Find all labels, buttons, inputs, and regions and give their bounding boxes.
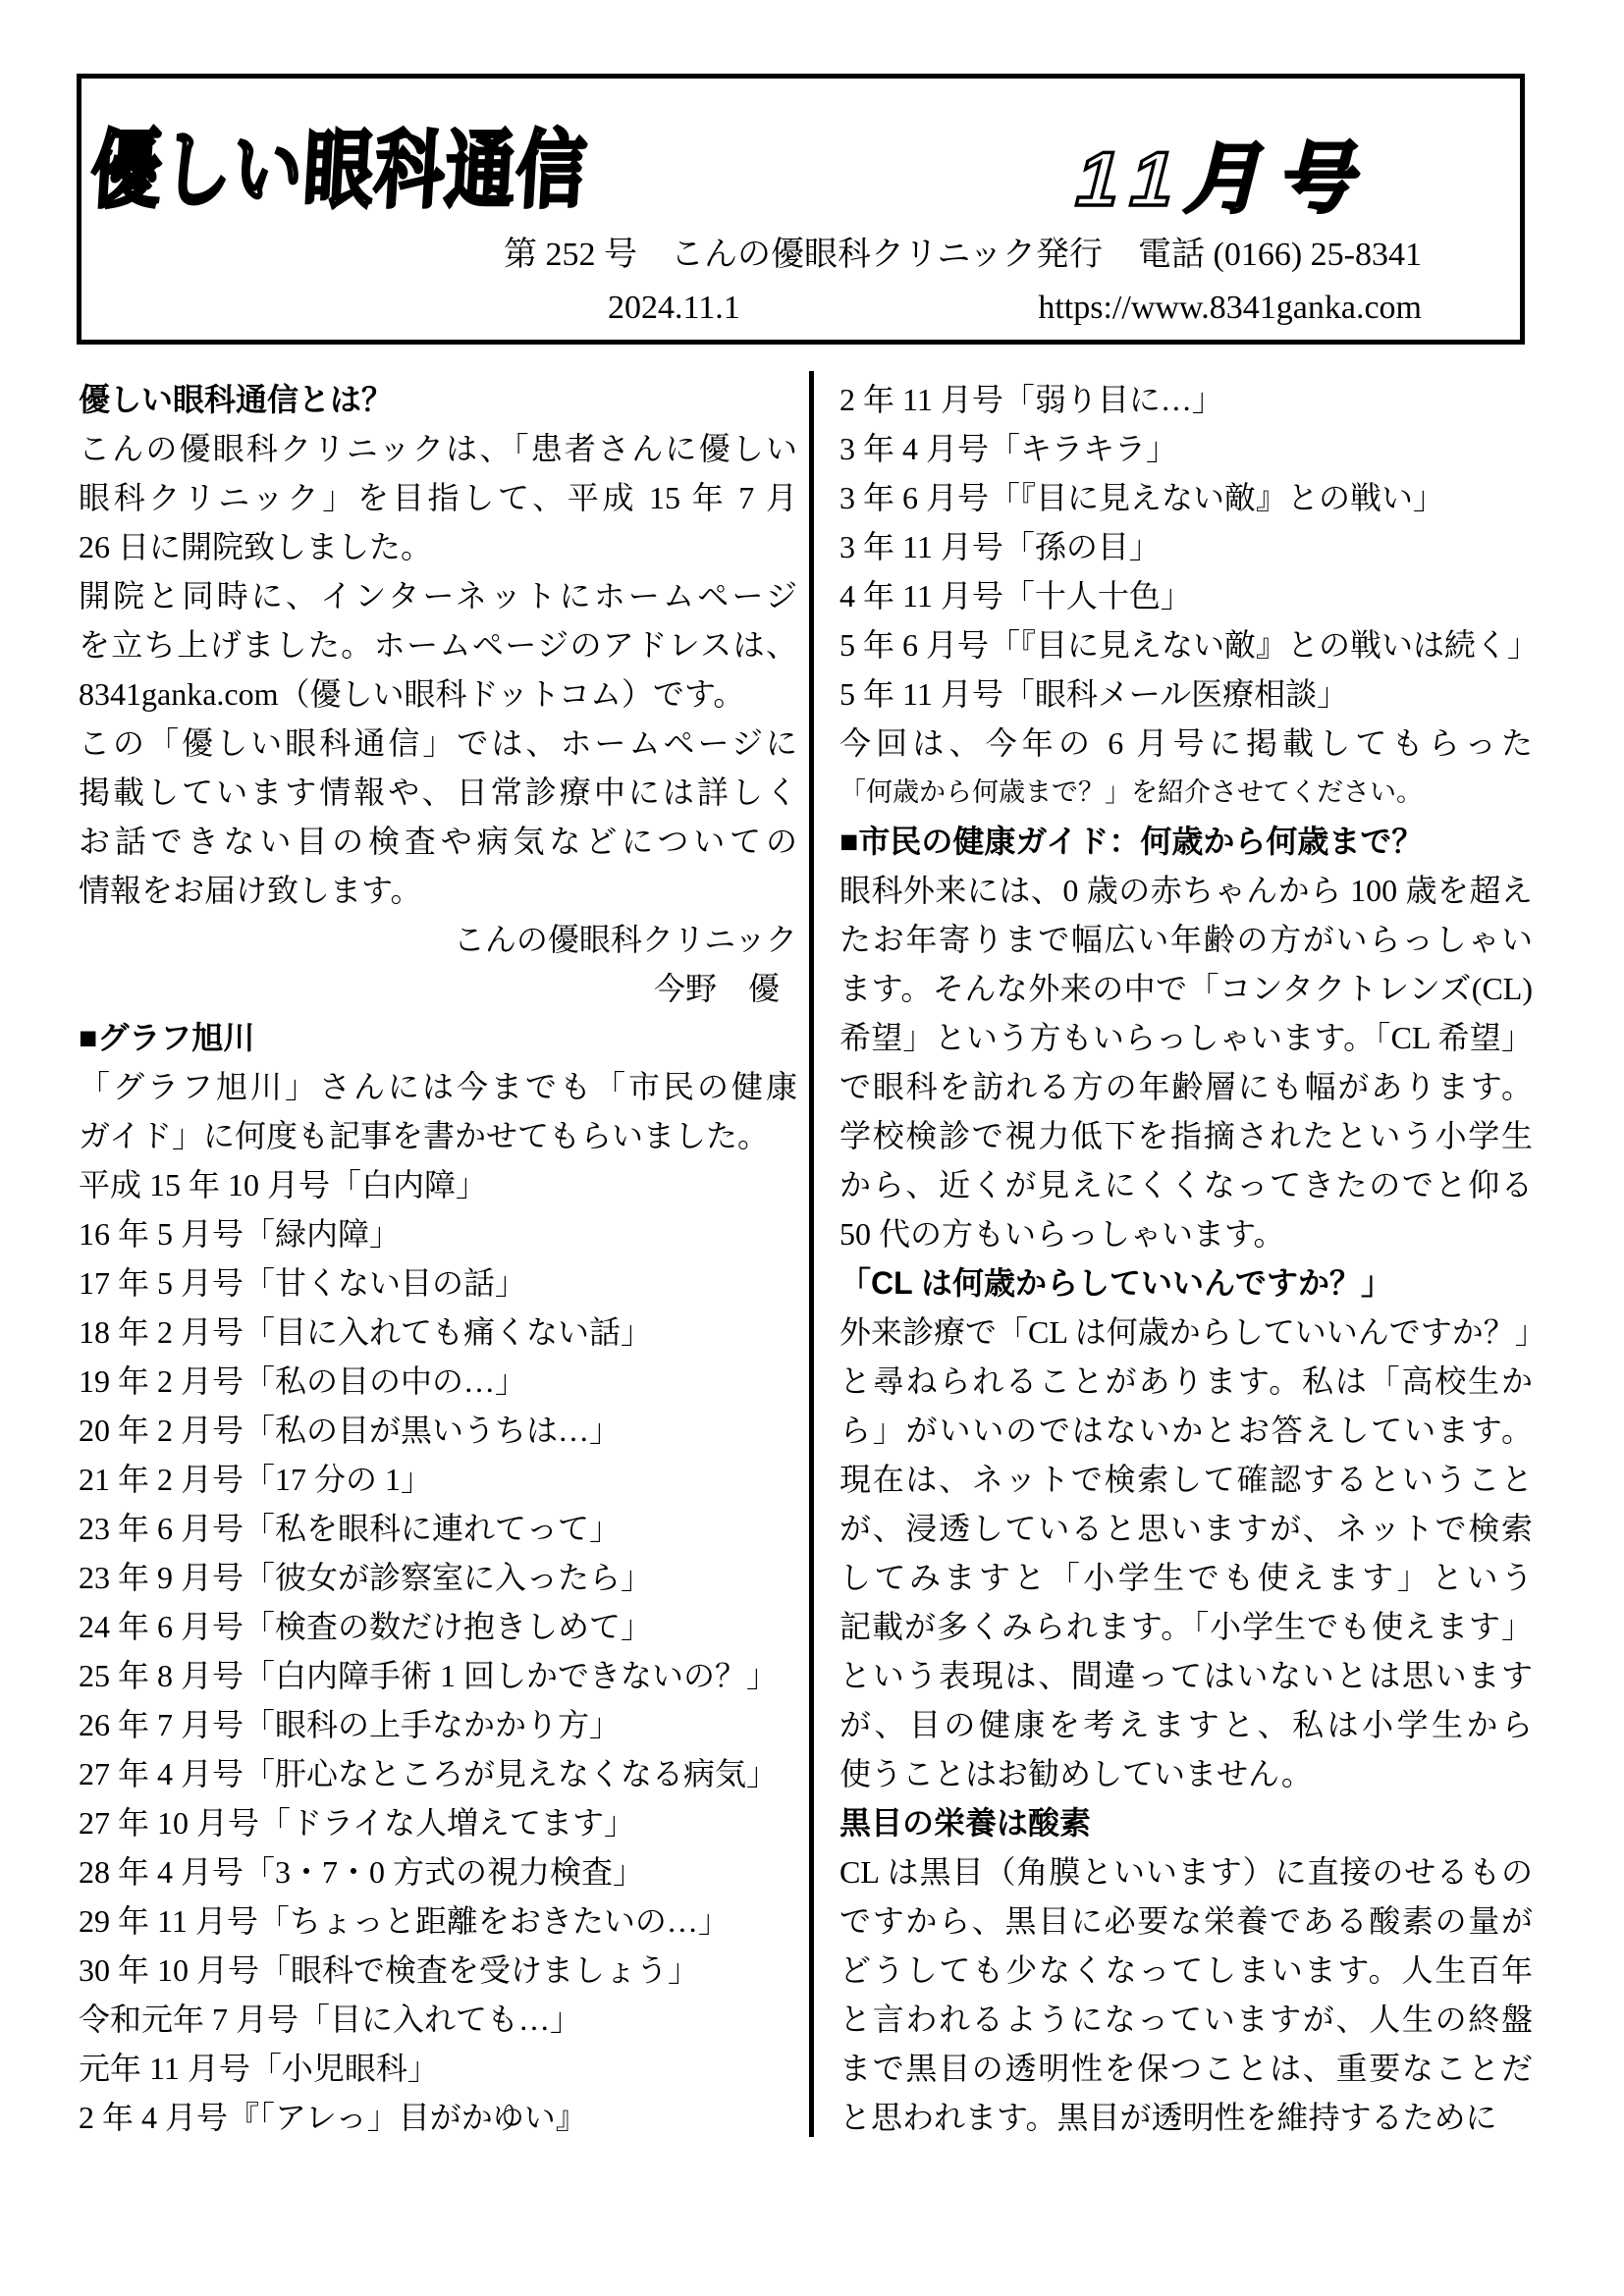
text-line: 20 年 2 月号「私の目が黒いうちは…」 bbox=[79, 1413, 622, 1448]
section-heading-graph-asahikawa: ■グラフ旭川 bbox=[79, 1020, 255, 1055]
text-line: 元年 11 月号「小児眼科」 bbox=[79, 2051, 439, 2086]
about-paragraph-2 bbox=[79, 571, 797, 719]
text-line: 外来診療で「CL は何歳からしていいんですか？」 bbox=[839, 1314, 1546, 1350]
text-line: 17 年 5 月号「甘くない目の話」 bbox=[79, 1265, 527, 1301]
guide-intro-line-2: 「何歳から何歳まで？」を紹介させてください。 bbox=[839, 777, 1423, 807]
text-line: 眼科クリニック」を目指して、平成 15 年 7 月 bbox=[79, 480, 797, 515]
text-line: こんの優眼科クリニックは、「患者さんに優しい bbox=[79, 431, 797, 466]
graph-intro bbox=[79, 1062, 797, 1160]
text-line: 記載が多くみられます。「小学生でも使えます」 bbox=[839, 1609, 1533, 1644]
text-line: 27 年 4 月号「肝心なところが見えなくなる病気」 bbox=[79, 1756, 779, 1791]
header-info-row-1 bbox=[504, 234, 1422, 277]
column-divider bbox=[809, 371, 814, 2137]
text-line: 24 年 6 月号「検査の数だけ抱きしめて」 bbox=[79, 1609, 653, 1644]
text-line: 使うことはお勧めしていません。 bbox=[839, 1756, 1313, 1791]
section-heading-about: 優しい眼科通信とは？ bbox=[79, 382, 394, 417]
text-line: まで黒目の透明性を保つことは、重要なことだ bbox=[839, 2051, 1533, 2086]
text-line: 2 年 4 月号『「アレっ」目がかゆい』 bbox=[79, 2100, 587, 2135]
text-line: 16 年 5 月号「緑内障」 bbox=[79, 1216, 402, 1252]
section-heading-health-guide: ■市民の健康ガイド：何歳から何歳まで？ bbox=[839, 824, 1424, 859]
about-paragraph-3 bbox=[79, 719, 797, 915]
text-line: と思われます。黒目が透明性を維持するために bbox=[839, 2100, 1497, 2135]
text-line: 18 年 2 月号「目に入れても痛くない話」 bbox=[79, 1314, 653, 1350]
text-line: 19 年 2 月号「私の目の中の…」 bbox=[79, 1363, 527, 1399]
header-info-row-2 bbox=[608, 287, 1422, 330]
text-line: どうしても少なくなってしまいます。人生百年 bbox=[839, 1952, 1533, 1988]
right-column bbox=[839, 375, 1546, 2142]
text-line: を立ち上げました。ホームページのアドレスは、 bbox=[79, 627, 797, 663]
text-line: という表現は、間違ってはいないとは思います bbox=[839, 1658, 1533, 1693]
signature-clinic: こんの優眼科クリニック bbox=[453, 922, 797, 957]
text-line: 26 年 7 月号「眼科の上手なかかり方」 bbox=[79, 1707, 622, 1742]
website-url: https://www.8341ganka.com bbox=[1038, 290, 1422, 326]
phone-number: 電話 (0166) 25-8341 bbox=[1138, 237, 1422, 273]
text-line: が、浸透していると思いますが、ネットで検索 bbox=[839, 1511, 1533, 1546]
text-line: 29 年 11 月号「ちょっと距離をおきたいの…」 bbox=[79, 1903, 730, 1939]
header-box bbox=[77, 74, 1525, 345]
text-line: と言われるようになっていますが、人生の終盤 bbox=[839, 2002, 1533, 2037]
left-column bbox=[79, 375, 797, 2142]
text-line: お話できない目の検査や病気などについての bbox=[79, 824, 797, 859]
text-line: たお年寄りまで幅広い年齢の方がいらっしゃい bbox=[839, 922, 1533, 957]
text-line: ら」がいいのではないかとお答えしています。 bbox=[839, 1413, 1533, 1448]
text-line: 平成 15 年 10 月号「白内障」 bbox=[79, 1167, 488, 1202]
text-line: 3 年 11 月号「孫の目」 bbox=[839, 529, 1161, 564]
text-line: 「グラフ旭川」さんには今までも「市民の健康 bbox=[79, 1069, 797, 1104]
text-line: 3 年 4 月号「キラキラ」 bbox=[839, 431, 1178, 466]
about-paragraph-1 bbox=[79, 424, 797, 571]
issue-month-label: 11月号 bbox=[1066, 135, 1385, 222]
text-line: 21 年 2 月号「17 分の 1」 bbox=[79, 1462, 433, 1497]
text-line: が、目の健康を考えますと、私は小学生から bbox=[839, 1707, 1533, 1742]
text-line: 5 年 6 月号「『目に見えない敵』との戦いは続く」 bbox=[839, 627, 1540, 663]
cl-age-paragraph bbox=[839, 1308, 1546, 1798]
guide-intro-line-1: 今回は、今年の 6 月号に掲載してもらった bbox=[839, 725, 1533, 761]
section-heading-cl-age: 「CL は何歳からしていいんですか？」 bbox=[839, 1265, 1392, 1301]
text-line: 30 年 10 月号「眼科で検査を受けましょう」 bbox=[79, 1952, 700, 1988]
article-list-left bbox=[79, 1160, 797, 2142]
text-line: 開院と同時に、インターネットにホームページ bbox=[79, 578, 797, 614]
text-line: 25 年 8 月号「白内障手術 1 回しかできないの？」 bbox=[79, 1658, 779, 1693]
newsletter-title: 優しい眼科通信 bbox=[88, 124, 590, 218]
text-line: 50 代の方もいらっしゃいます。 bbox=[839, 1216, 1285, 1252]
text-line: 27 年 10 月号「ドライな人増えてます」 bbox=[79, 1805, 636, 1841]
text-line: 学校検診で視力低下を指摘されたという小学生 bbox=[839, 1118, 1533, 1153]
text-line: 掲載しています情報や、日常診療中には詳しく bbox=[79, 774, 797, 810]
article-list-right bbox=[839, 375, 1540, 719]
text-line: 情報をお届け致します。 bbox=[79, 873, 422, 908]
text-line: 眼科外来には、0 歳の赤ちゃんから 100 歳を超え bbox=[839, 873, 1533, 908]
health-guide-paragraph bbox=[839, 866, 1533, 1258]
text-line: 希望」という方もいらっしゃいます。「CL 希望」 bbox=[839, 1020, 1533, 1055]
text-line: 8341ganka.com（優しい眼科ドットコム）です。 bbox=[79, 676, 745, 712]
text-line: ですから、黒目に必要な栄養である酸素の量が bbox=[839, 1903, 1533, 1939]
text-line: から、近くが見えにくくなってきたのでと仰る bbox=[839, 1167, 1533, 1202]
text-line: 23 年 6 月号「私を眼科に連れてって」 bbox=[79, 1511, 622, 1546]
text-line: 26 日に開院致しました。 bbox=[79, 529, 433, 564]
text-line: CL は黒目（角膜といいます）に直接のせるもの bbox=[839, 1854, 1533, 1890]
issue-number-publisher: 第 252 号 こんの優眼科クリニック発行 bbox=[504, 237, 1103, 273]
text-line: ます。そんな外来の中で「コンタクトレンズ(CL) bbox=[839, 971, 1533, 1006]
text-line: 現在は、ネットで検索して確認するということ bbox=[839, 1462, 1533, 1497]
text-line: してみますと「小学生でも使えます」という bbox=[839, 1560, 1533, 1595]
section-heading-oxygen: 黒目の栄養は酸素 bbox=[839, 1805, 1092, 1841]
publish-date: 2024.11.1 bbox=[608, 290, 740, 326]
oxygen-paragraph bbox=[839, 1847, 1533, 2142]
text-line: 令和元年 7 月号「目に入れても…」 bbox=[79, 2002, 582, 2037]
text-line: 28 年 4 月号「3・7・0 方式の視力検査」 bbox=[79, 1854, 645, 1890]
signature-doctor: 今野 優 bbox=[653, 971, 780, 1006]
text-line: この「優しい眼科通信」では、ホームページに bbox=[79, 725, 797, 761]
text-line: 4 年 11 月号「十人十色」 bbox=[839, 578, 1192, 614]
text-line: 5 年 11 月号「眼科メール医療相談」 bbox=[839, 676, 1349, 712]
text-line: 23 年 9 月号「彼女が診察室に入ったら」 bbox=[79, 1560, 653, 1595]
text-line: 2 年 11 月号「弱り目に…」 bbox=[839, 382, 1223, 417]
text-line: と尋ねられることがあります。私は「高校生か bbox=[839, 1363, 1533, 1399]
text-line: ガイド」に何度も記事を書かせてもらいました。 bbox=[79, 1118, 770, 1153]
text-line: で眼科を訪れる方の年齢層にも幅があります。 bbox=[839, 1069, 1533, 1104]
text-line: 3 年 6 月号「『目に見えない敵』との戦い」 bbox=[839, 480, 1445, 515]
